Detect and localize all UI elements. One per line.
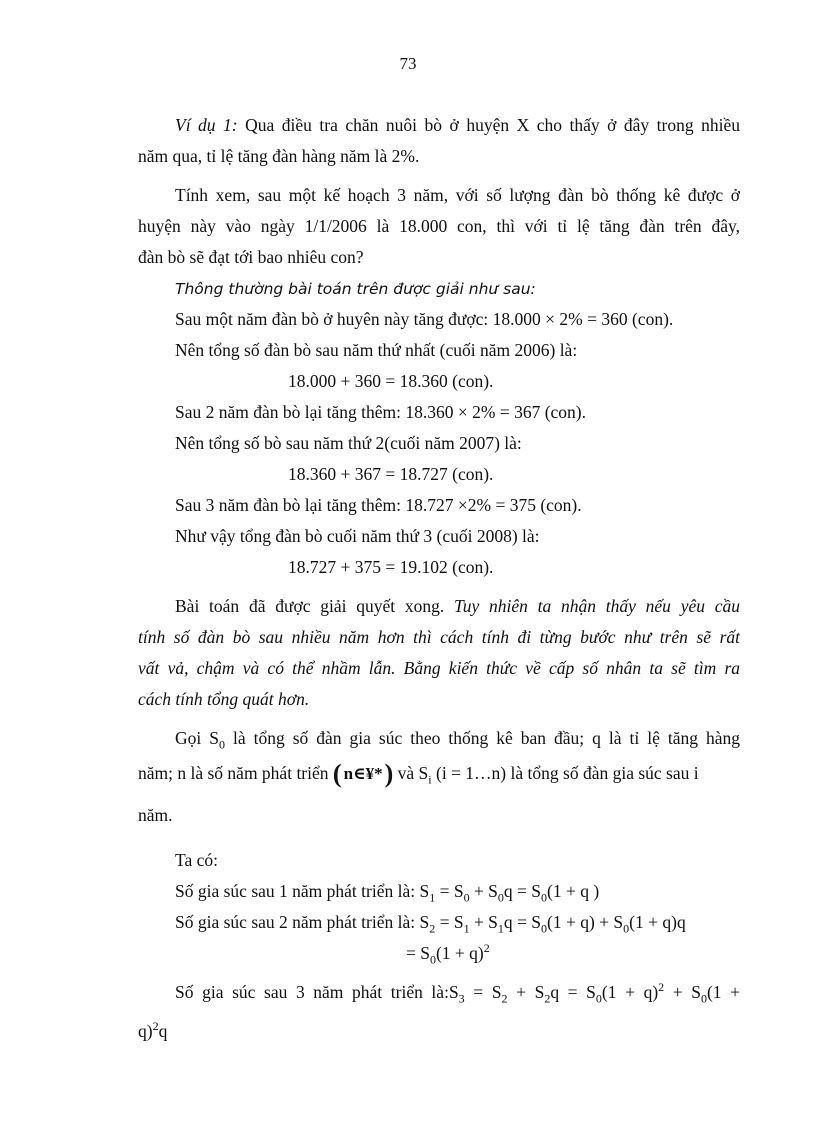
- formula-2: Số gia súc sau 2 năm phát triển là: $S_2 = S_1 + S_1q = S_0(1 + q) + S_0(1 + q)q$: [175, 912, 686, 936]
- step-6: Như vậy tổng đàn bò cuối năm thứ 3 (cuối 2008) là:: [175, 526, 540, 546]
- remark-line-2: tính số đàn bò sau nhiều năm hơn thì cách tính đi từng bước như trên sẽ rất: [138, 627, 740, 647]
- formula-1: Số gia súc sau 1 năm phát triển là: $S_1 = S_0 + S_0q = S_0(1 + q$ ): [175, 881, 600, 905]
- problem-line-3: đàn bò sẽ đạt tới bao nhiêu con?: [138, 247, 364, 267]
- remark-line-4: cách tính tổng quát hơn.: [138, 689, 310, 709]
- step-3: Sau 2 năm đàn bò lại tăng thêm: 18.360 × 2% = 367 (con).: [175, 402, 586, 422]
- remark-line-1: [138, 591, 740, 622]
- formula-2-result: = $S_0(1 + q)^2$: [406, 941, 490, 967]
- example-line-2: năm qua, tỉ lệ tăng đàn hàng năm là 2%.: [138, 146, 420, 166]
- equation-3: 18.727 + 375 = 19.102 (con).: [288, 557, 494, 577]
- document-body: [138, 110, 740, 1047]
- definition-line-3: năm.: [138, 805, 173, 825]
- step-5: Sau 3 năm đàn bò lại tăng thêm: 18.727 ×2% = 375 (con).: [175, 495, 582, 515]
- step-1: Sau một năm đàn bò ở huyên này tăng được: 18.000 × 2% = 360 (con).: [175, 309, 674, 329]
- step-4: Nên tổng số bò sau năm thứ 2(cuối năm 2007) là:: [175, 433, 522, 453]
- problem-line-2: huyện này vào ngày 1/1/2006 là 18.000 con, thì với tỉ lệ tăng đàn trên đây,: [138, 216, 740, 236]
- usual-solution-heading: Thông thường bài toán trên được giải như sau:: [175, 280, 536, 298]
- remark-line-3: vất vả, chậm và có thể nhầm lẫn. Bằng kiến thức về cấp số nhân ta sẽ tìm ra: [138, 658, 740, 678]
- problem-line-1: Tính xem, sau một kế hoạch 3 năm, với số lượng đàn bò thống kê được ở: [175, 185, 740, 205]
- equation-1: 18.000 + 360 = 18.360 (con).: [288, 371, 494, 391]
- step-2: Nên tổng số đàn bò sau năm thứ nhất (cuối năm 2006) là:: [175, 340, 578, 360]
- formula-3: Số gia súc sau 3 năm phát triển $là:S_3 = S_2 + S_2q = S_0(1 + q)^2 + S_0(1$ +: [175, 980, 740, 1006]
- equation-2: 18.360 + 367 = 18.727 (con).: [288, 464, 494, 484]
- remark-italic-1: Tuy nhiên ta nhận thấy nếu yêu cầu: [444, 596, 740, 616]
- definition-line-1: Gọi $S_0$ là tổng số đàn gia súc theo thống kê ban đầu; q là tỉ lệ tăng hàng: [175, 728, 740, 752]
- remark-normal: Bài toán đã được giải quyết xong.: [175, 596, 445, 616]
- example-line-1: [138, 110, 740, 141]
- definition-line-2: năm; n là số năm phát triển ( n∈¥*) và $S_i$ (i = 1…n) là tổng số đàn gia súc sau i: [138, 754, 740, 792]
- natural-numbers-set: n∈¥*: [343, 764, 383, 783]
- example-label: Ví dụ 1:: [175, 115, 238, 135]
- example-text-1: Qua điều tra chăn nuôi bò ở huyện X cho thấy ở đây trong nhiều: [237, 115, 740, 135]
- we-have: Ta có:: [175, 850, 218, 870]
- formula-3-continued: q)$^2$q: [138, 1019, 168, 1041]
- page-number: 73: [399, 54, 417, 73]
